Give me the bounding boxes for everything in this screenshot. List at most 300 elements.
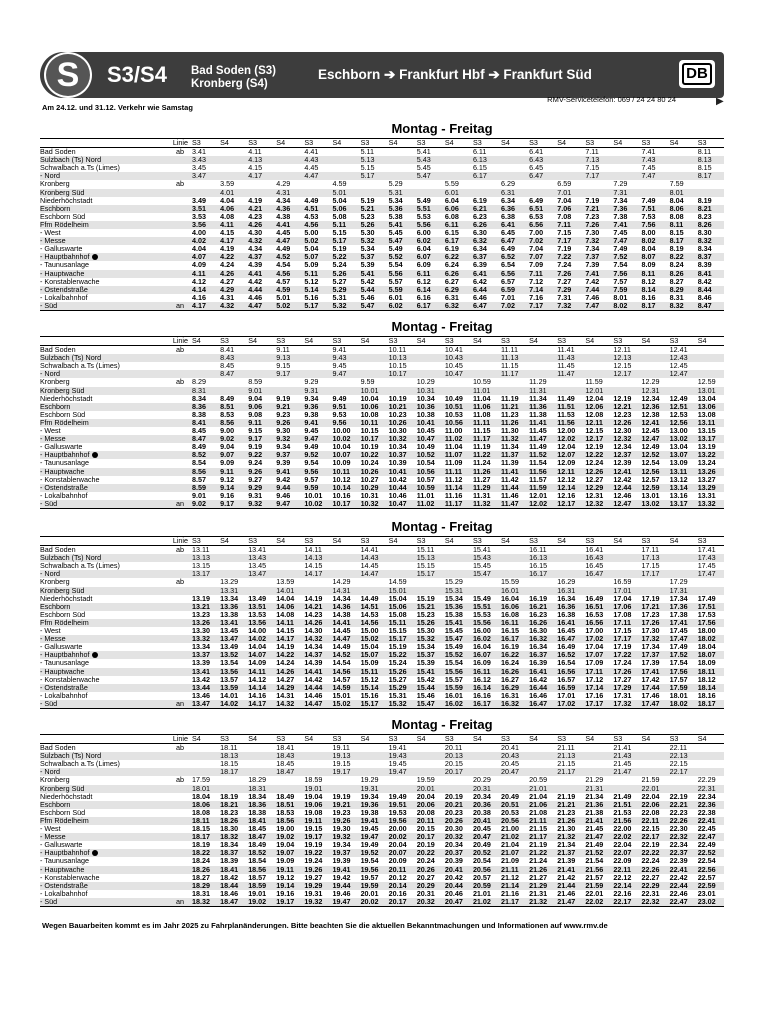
- time-cell: 13.13: [190, 554, 218, 562]
- time-cell: 7.23: [585, 212, 600, 221]
- time-cell: 4.06: [218, 205, 246, 213]
- departure-arrival-marker: [176, 245, 190, 253]
- departure-arrival-marker: [176, 595, 190, 603]
- time-cell: 6.08: [444, 212, 459, 221]
- time-cell: 19.42: [332, 873, 351, 882]
- time-cell: 17.12: [585, 675, 604, 684]
- time-cell: 11.14: [443, 484, 471, 492]
- time-cell: 17.57: [669, 675, 688, 684]
- time-cell: 16.45: [585, 562, 604, 571]
- time-cell: 20.45: [501, 760, 520, 769]
- time-cell: 16.04: [472, 643, 491, 652]
- line-label: Linie: [40, 337, 190, 346]
- station-name: [40, 419, 176, 427]
- time-cell: 18.27: [192, 873, 210, 882]
- time-cell: 9.11: [276, 345, 290, 355]
- time-cell: 17.39: [641, 659, 660, 668]
- time-cell: 15.43: [471, 554, 499, 562]
- time-cell: 10.36: [415, 403, 443, 411]
- time-cell: 20.04: [388, 841, 407, 850]
- time-cell: 7.26: [583, 221, 611, 229]
- time-cell: [668, 554, 696, 562]
- station-row: [40, 562, 724, 570]
- time-cell: 18.47: [218, 898, 246, 907]
- time-cell: 4.31: [220, 293, 235, 302]
- time-cell: [274, 776, 302, 784]
- line-designation: S4: [611, 537, 639, 546]
- time-cell: 17.32: [640, 635, 668, 643]
- time-cell: 17.54: [669, 659, 688, 668]
- time-cell: [218, 387, 246, 395]
- time-cell: 7.01: [555, 189, 583, 197]
- time-cell: 11.47: [527, 435, 555, 443]
- time-cell: 8.30: [697, 229, 712, 238]
- timetable: [40, 734, 724, 907]
- time-cell: 6.11: [472, 147, 487, 157]
- time-cell: 17.29: [611, 684, 639, 692]
- time-cell: [611, 378, 639, 386]
- time-cell: 10.31: [360, 491, 379, 500]
- time-cell: 15.57: [444, 675, 463, 684]
- time-cell: 17.01: [611, 587, 639, 595]
- time-cell: 7.11: [527, 270, 555, 278]
- time-cell: 17.53: [697, 610, 716, 619]
- time-cell: 16.22: [499, 651, 527, 659]
- departure-arrival-marker: [176, 825, 190, 833]
- time-cell: 21.14: [499, 882, 527, 890]
- time-cell: 16.38: [557, 610, 576, 619]
- station-row: [40, 189, 724, 197]
- timetable-block-3: [40, 518, 724, 709]
- endpoint-kronberg: Kronberg (S4): [191, 78, 268, 90]
- time-cell: 21.47: [611, 768, 639, 776]
- departure-arrival-marker: an: [176, 898, 190, 907]
- time-cell: 21.17: [499, 898, 527, 907]
- time-cell: 13.41: [248, 545, 267, 555]
- time-cell: 16.31: [555, 587, 583, 595]
- time-cell: 11.44: [499, 484, 527, 492]
- time-cell: [359, 354, 387, 362]
- time-cell: 7.19: [585, 196, 600, 205]
- time-cell: 9.42: [276, 475, 291, 484]
- time-cell: 5.19: [332, 245, 347, 254]
- time-cell: 12.36: [640, 403, 668, 411]
- station-name: [40, 768, 176, 776]
- time-cell: 16.01: [444, 691, 463, 700]
- time-cell: [583, 752, 611, 760]
- time-cell: 16.24: [501, 659, 520, 668]
- departure-arrival-marker: [176, 768, 190, 776]
- time-cell: 13.39: [192, 659, 210, 668]
- time-cell: 13.41: [218, 619, 246, 627]
- station-name: [40, 443, 176, 451]
- station-row: [40, 752, 724, 760]
- time-cell: [696, 768, 724, 776]
- time-cell: 21.44: [555, 882, 583, 890]
- time-cell: 18.04: [192, 792, 210, 801]
- time-cell: 20.32: [443, 833, 471, 841]
- time-cell: 13.47: [246, 570, 274, 578]
- time-cell: 11.54: [529, 459, 547, 468]
- time-cell: 10.39: [388, 459, 407, 468]
- time-cell: 6.57: [501, 277, 516, 286]
- time-cell: 12.06: [583, 403, 611, 411]
- time-cell: 19.47: [387, 768, 415, 776]
- time-cell: 3.49: [192, 196, 206, 205]
- time-cell: 11.59: [585, 378, 603, 387]
- departure-arrival-marker: [176, 611, 190, 619]
- time-cell: 15.53: [472, 610, 491, 619]
- time-cell: 20.38: [472, 808, 491, 817]
- time-cell: 20.41: [443, 866, 471, 874]
- time-cell: 4.45: [276, 229, 291, 238]
- departure-arrival-marker: [176, 833, 190, 841]
- line-designation: S4: [443, 537, 471, 546]
- station-name: [40, 825, 176, 833]
- time-cell: [359, 578, 387, 586]
- time-cell: 19.11: [274, 866, 302, 874]
- time-cell: 20.08: [416, 808, 435, 817]
- time-cell: 10.59: [472, 378, 491, 387]
- time-cell: 18.29: [248, 776, 267, 785]
- time-cell: 9.46: [276, 491, 291, 500]
- station-name: [40, 403, 176, 411]
- time-cell: 8.08: [669, 212, 684, 221]
- time-cell: 9.39: [276, 459, 291, 468]
- time-cell: 15.30: [416, 627, 435, 636]
- time-cell: 3.53: [192, 212, 206, 221]
- station-label: Eschborn: [40, 204, 71, 213]
- departure-arrival-marker: ab: [176, 743, 184, 753]
- time-cell: 10.23: [388, 410, 407, 419]
- departure-arrival-marker: [176, 890, 190, 898]
- line-designation: S3: [359, 139, 387, 148]
- time-cell: 22.12: [613, 873, 632, 882]
- time-cell: 4.23: [248, 212, 263, 221]
- time-cell: 4.39: [248, 261, 263, 270]
- time-cell: 12.00: [557, 427, 576, 436]
- station-row: [40, 760, 724, 768]
- time-cell: 15.01: [332, 691, 351, 700]
- time-cell: 7.11: [555, 221, 583, 229]
- time-cell: 8.42: [697, 277, 712, 286]
- time-cell: [246, 587, 274, 595]
- time-cell: 6.30: [472, 229, 487, 238]
- time-cell: 10.56: [415, 468, 443, 476]
- station-label: - Messe: [40, 635, 66, 644]
- time-cell: 22.36: [696, 801, 724, 809]
- time-cell: 7.56: [640, 221, 668, 229]
- departure-arrival-marker: ab: [176, 147, 184, 157]
- time-cell: 15.09: [360, 659, 379, 668]
- time-cell: 16.56: [583, 619, 611, 627]
- time-cell: 8.23: [697, 212, 712, 221]
- time-cell: [330, 562, 358, 570]
- station-label: - West: [40, 427, 61, 436]
- time-cell: [302, 587, 330, 595]
- time-cell: 20.59: [529, 776, 548, 785]
- time-cell: 15.15: [416, 562, 435, 571]
- time-cell: [443, 776, 471, 784]
- time-cell: 15.31: [443, 587, 471, 595]
- time-cell: [696, 760, 724, 768]
- time-cell: 12.17: [611, 370, 639, 378]
- station-name: [40, 890, 176, 898]
- time-cell: 7.39: [585, 261, 600, 270]
- time-cell: 5.07: [302, 253, 330, 261]
- station-row: [40, 245, 724, 253]
- line-designation: S3: [668, 337, 696, 346]
- time-cell: 5.11: [330, 221, 358, 229]
- time-cell: [218, 156, 246, 164]
- time-cell: 6.45: [501, 229, 516, 238]
- time-cell: 22.30: [669, 825, 688, 834]
- time-cell: 4.29: [276, 180, 291, 189]
- time-cell: 15.39: [416, 659, 435, 668]
- time-cell: 15.47: [415, 700, 443, 709]
- time-cell: 11.01: [471, 387, 499, 395]
- time-cell: 18.52: [246, 849, 274, 857]
- time-cell: 18.59: [304, 776, 323, 785]
- time-cell: [696, 370, 724, 378]
- time-cell: 19.00: [276, 825, 295, 834]
- departure-arrival-marker: an: [176, 302, 190, 311]
- time-cell: 13.34: [220, 594, 239, 603]
- time-cell: 22.01: [640, 785, 668, 793]
- time-cell: [330, 570, 358, 578]
- station-name: [40, 435, 176, 443]
- time-cell: 20.45: [472, 825, 491, 834]
- time-cell: 20.17: [387, 898, 415, 907]
- time-cell: 18.54: [248, 857, 267, 866]
- time-cell: 12.46: [613, 491, 632, 500]
- time-cell: 9.56: [302, 468, 330, 476]
- time-cell: 4.46: [248, 293, 263, 302]
- time-cell: 5.00: [304, 229, 319, 238]
- time-cell: 12.54: [641, 459, 660, 468]
- station-row: [40, 180, 724, 188]
- station-row: [40, 302, 724, 311]
- time-cell: 6.04: [444, 196, 459, 205]
- station-row: [40, 817, 724, 825]
- time-cell: 21.15: [557, 760, 576, 769]
- station-row: [40, 898, 724, 907]
- time-cell: 17.02: [583, 635, 611, 643]
- time-cell: 6.42: [472, 277, 487, 286]
- time-cell: [387, 570, 415, 578]
- time-cell: [583, 180, 611, 188]
- time-cell: 10.02: [302, 500, 330, 509]
- time-cell: 21.06: [527, 801, 555, 809]
- time-cell: 6.44: [471, 286, 499, 294]
- time-cell: [443, 164, 471, 172]
- time-cell: 21.34: [557, 841, 576, 850]
- time-cell: 14.23: [304, 610, 323, 619]
- line-designation: S3: [696, 537, 724, 546]
- time-cell: 18.56: [274, 817, 302, 825]
- station-label: Schwalbach a.Ts (Limes): [40, 760, 120, 769]
- station-row: [40, 546, 724, 555]
- departure-arrival-marker: [176, 294, 190, 302]
- time-cell: 21.26: [527, 866, 555, 874]
- time-cell: 4.15: [248, 164, 263, 173]
- time-cell: 10.41: [415, 419, 443, 427]
- time-cell: [246, 370, 274, 378]
- time-cell: [583, 744, 611, 753]
- time-cell: [274, 387, 302, 395]
- time-cell: 11.41: [499, 468, 527, 476]
- time-cell: [668, 172, 696, 180]
- departure-arrival-marker: ab: [176, 578, 184, 587]
- time-cell: [330, 387, 358, 395]
- time-cell: 18.36: [246, 801, 274, 809]
- time-cell: 7.21: [583, 205, 611, 213]
- time-cell: [443, 156, 471, 164]
- time-cell: 13.49: [220, 643, 239, 652]
- time-cell: 8.01: [668, 189, 696, 197]
- time-cell: 14.29: [332, 578, 351, 587]
- time-cell: 21.43: [611, 752, 639, 760]
- station-label: Schwalbach a.Ts (Limes): [40, 562, 120, 571]
- time-cell: [583, 578, 611, 586]
- time-cell: 20.32: [415, 898, 443, 907]
- time-cell: 11.59: [527, 484, 555, 492]
- time-cell: 15.41: [472, 545, 491, 555]
- time-cell: 22.21: [668, 801, 696, 809]
- station-row: [40, 278, 724, 286]
- time-cell: 15.44: [415, 684, 443, 692]
- time-cell: 10.56: [443, 419, 471, 427]
- departure-arrival-marker: [176, 427, 190, 435]
- time-cell: 19.08: [304, 808, 323, 817]
- time-cell: 16.44: [527, 684, 555, 692]
- time-cell: 19.30: [332, 825, 351, 834]
- departure-arrival-marker: [176, 554, 190, 562]
- line-designation: S3: [330, 337, 358, 346]
- line-designation: S4: [668, 537, 696, 546]
- station-label: - Konstablerwache: [40, 475, 100, 484]
- time-cell: 16.23: [529, 610, 548, 619]
- time-cell: 7.59: [611, 286, 639, 294]
- time-cell: 8.56: [218, 419, 246, 427]
- time-cell: 15.21: [415, 603, 443, 611]
- line-designation: S3: [499, 337, 527, 346]
- time-cell: 5.17: [359, 172, 387, 180]
- time-cell: 11.51: [555, 403, 583, 411]
- time-cell: [246, 744, 274, 753]
- footer-note: Wegen Bauarbeiten kommt es im Jahr 2025 zu Fahrplanänderungen. Bitte beachten Sie die aktuellen Bekanntmachungen und Informationen auf www.rmv.de: [42, 921, 608, 930]
- time-cell: 13.11: [668, 468, 696, 476]
- time-cell: [499, 570, 527, 578]
- time-cell: 18.17: [190, 833, 218, 841]
- time-cell: 4.37: [246, 253, 274, 261]
- time-cell: 21.02: [471, 898, 499, 907]
- time-cell: 9.49: [332, 394, 347, 403]
- time-cell: [359, 362, 387, 370]
- time-cell: 14.09: [248, 659, 267, 668]
- time-cell: 6.21: [471, 205, 499, 213]
- time-cell: 21.04: [529, 792, 548, 801]
- time-cell: 10.22: [359, 451, 387, 459]
- time-cell: 6.26: [471, 221, 499, 229]
- time-cell: [611, 156, 639, 164]
- time-cell: 14.26: [302, 619, 330, 627]
- time-cell: 8.31: [190, 387, 218, 395]
- time-cell: 7.24: [557, 261, 572, 270]
- station-name: [40, 554, 176, 562]
- time-cell: 21.41: [583, 817, 611, 825]
- time-cell: 19.38: [360, 808, 379, 817]
- departure-arrival-marker: [176, 857, 190, 865]
- time-cell: 12.59: [697, 378, 716, 387]
- station-name: [40, 700, 176, 709]
- time-cell: 14.31: [276, 691, 295, 700]
- line-designation: S3: [640, 537, 668, 546]
- station-name: [40, 189, 176, 197]
- time-cell: 18.39: [220, 857, 239, 866]
- time-cell: 14.32: [274, 700, 302, 709]
- time-cell: 12.47: [668, 370, 696, 378]
- time-cell: 19.02: [274, 833, 302, 841]
- station-name: [40, 395, 176, 403]
- line-designation: S4: [527, 337, 555, 346]
- time-cell: 15.07: [359, 651, 387, 659]
- time-cell: 18.49: [248, 841, 267, 850]
- station-row: [40, 554, 724, 562]
- station-row: [40, 411, 724, 419]
- time-cell: 13.04: [697, 394, 716, 403]
- station-name: [40, 459, 176, 467]
- time-cell: 20.14: [387, 882, 415, 890]
- time-cell: 21.56: [611, 817, 639, 825]
- time-cell: 21.45: [585, 825, 604, 834]
- time-cell: 6.15: [472, 164, 487, 173]
- time-cell: 6.31: [444, 293, 459, 302]
- time-cell: 8.59: [248, 378, 263, 387]
- time-cell: 9.21: [274, 403, 302, 411]
- time-cell: 14.32: [302, 635, 330, 643]
- time-cell: 20.42: [444, 873, 463, 882]
- time-cell: 5.49: [416, 196, 431, 205]
- time-cell: 11.22: [471, 451, 499, 459]
- time-cell: 21.04: [501, 841, 520, 850]
- time-cell: 22.42: [669, 873, 688, 882]
- time-cell: 8.19: [697, 196, 712, 205]
- time-cell: 8.38: [192, 410, 206, 419]
- time-cell: 7.15: [557, 229, 572, 238]
- time-cell: 13.24: [697, 459, 716, 468]
- station-label: Bad Soden: [40, 743, 76, 753]
- time-cell: 8.12: [641, 277, 656, 286]
- time-cell: 18.53: [276, 808, 295, 817]
- time-cell: 19.26: [330, 817, 358, 825]
- time-cell: 11.06: [471, 403, 499, 411]
- time-cell: 16.56: [555, 668, 583, 676]
- time-cell: 6.54: [501, 261, 516, 270]
- station-row: [40, 684, 724, 692]
- time-cell: 9.47: [274, 500, 302, 509]
- time-cell: 22.47: [668, 898, 696, 907]
- time-cell: 14.54: [332, 659, 351, 668]
- station-name: [40, 294, 176, 302]
- time-cell: 5.47: [415, 172, 443, 180]
- time-cell: 14.59: [388, 578, 407, 587]
- line-endpoints: [191, 65, 276, 91]
- time-cell: 20.59: [471, 882, 499, 890]
- station-name: [40, 237, 176, 245]
- time-cell: 12.04: [585, 394, 604, 403]
- time-cell: 6.04: [416, 245, 431, 254]
